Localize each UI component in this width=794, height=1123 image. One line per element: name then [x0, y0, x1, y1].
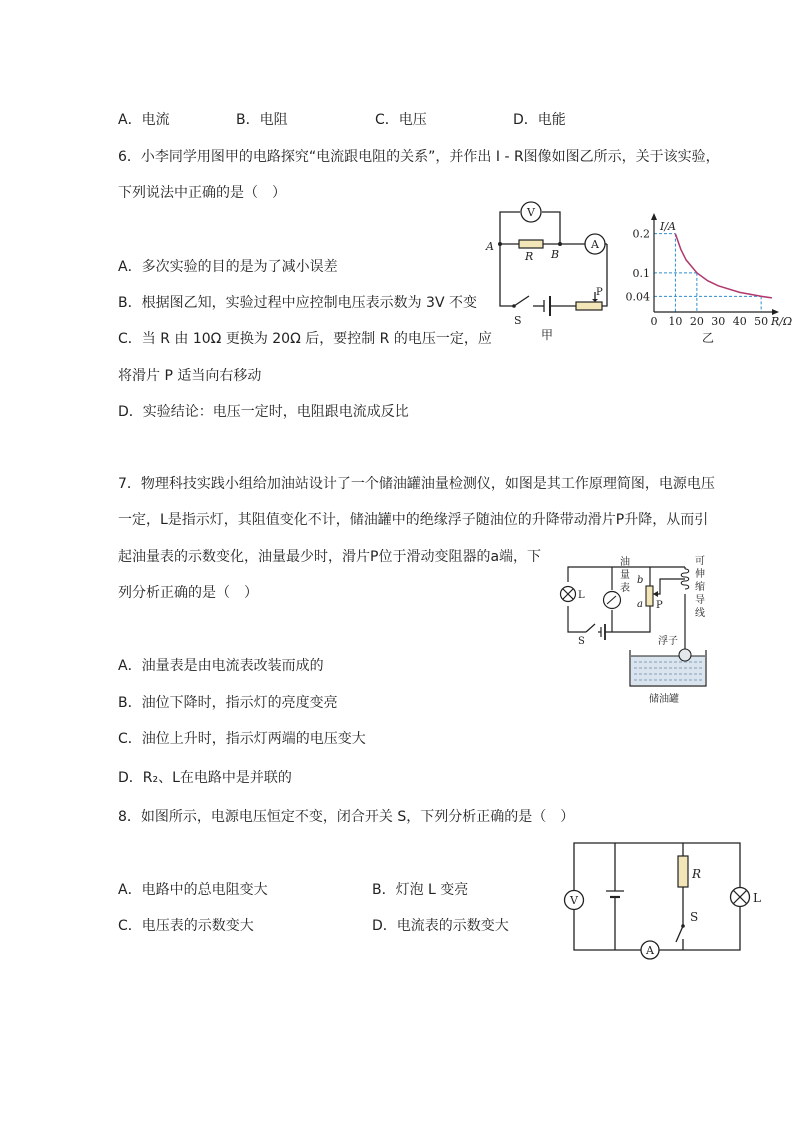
- q6-switch-contact-icon: [512, 304, 516, 308]
- q7-oil-surface-icon: [631, 656, 705, 685]
- q8-resistor-icon: [678, 856, 688, 887]
- q7-float-icon: [679, 649, 691, 661]
- q7-wire-label-1: 可: [695, 556, 705, 567]
- q6-rheostat-icon: [576, 302, 602, 310]
- q6-chart-xtick: 50: [754, 315, 769, 328]
- q6-circuit-diagram: [482, 196, 612, 346]
- q6-chart-ytick: 0.2: [632, 227, 650, 241]
- q7-switch-label: S: [578, 636, 585, 647]
- q6-stem-line1: 6．小李同学用图甲的电路探究“电流跟电阻的关系”，并作出 I - R图像如图乙所示，关于该实验，: [118, 149, 720, 165]
- q8-circuit-diagram: [558, 836, 768, 966]
- q6-circuit-caption: 甲: [541, 328, 554, 342]
- q8-ammeter-symbol: A: [646, 944, 654, 957]
- q6-chart-xtick: 0: [650, 315, 658, 328]
- q7-end-a-label: a: [637, 599, 643, 610]
- q6-ammeter-symbol: A: [591, 238, 599, 251]
- q8-resistor-label: R: [692, 867, 702, 881]
- q6-chart-xlabel: R/Ω: [771, 315, 793, 328]
- q7-rheostat-icon: [646, 586, 653, 606]
- q6-chart-xtick: 10: [668, 315, 683, 328]
- q7-stem-line4: 列分析正确的是（ ）: [118, 585, 258, 601]
- q6-point-a-label: A: [486, 240, 494, 253]
- q7-meter-label-3: 表: [620, 583, 630, 594]
- q7-end-b-label: b: [637, 575, 644, 586]
- q7-wire-label-5: 线: [695, 608, 705, 619]
- q7-option-c: C．油位上升时，指示灯两端的电压变大: [118, 731, 366, 747]
- q6-point-b-label: B: [551, 248, 560, 261]
- q6-voltmeter-symbol: V: [527, 206, 535, 219]
- q7-lamp-label: L: [578, 590, 585, 601]
- q7-wire-label-4: 导: [695, 595, 705, 606]
- q8-switch-contact-icon: [681, 924, 685, 928]
- q6-chart-caption: 乙: [702, 331, 715, 345]
- q8-switch-label: S: [690, 910, 699, 924]
- q6-option-b: B．根据图乙知，实验过程中应控制电压表示数为 3V 不变: [118, 295, 477, 311]
- q6-chart-xtick: 30: [711, 315, 726, 328]
- q7-oil-gauge-diagram: [548, 552, 714, 708]
- q6-node-a-icon: [498, 242, 502, 246]
- q6-option-a: A．多次实验的目的是为了减小误差: [118, 259, 338, 275]
- q6-chart-ytick: 0.04: [625, 290, 650, 304]
- q7-meter-label-2: 量: [620, 570, 630, 581]
- q6-slider-label: P: [596, 287, 603, 298]
- q7-float-label: 浮子: [658, 636, 678, 647]
- q8-option-b: B．灯泡 L 变亮: [372, 882, 469, 898]
- q5-option-d: D．电能: [513, 112, 566, 128]
- q6-chart-xtick: 40: [732, 315, 747, 328]
- q7-slider-label: P: [656, 600, 663, 611]
- q6-resistor-icon: [519, 240, 543, 248]
- q6-ir-chart: [620, 210, 794, 345]
- q8-stem: 8．如图所示，电源电压恒定不变，闭合开关 S，下列分析正确的是（ ）: [118, 809, 575, 825]
- q7-stem-line2: 一定，L是指示灯，其阻值变化不计，储油罐中的绝缘浮子随油位的升降带动滑片P升降，从而引: [118, 512, 709, 528]
- q7-wire-label-2: 伸: [695, 569, 705, 580]
- q5-option-a: A．电流: [118, 112, 170, 128]
- q7-wire-label-3: 缩: [695, 582, 705, 593]
- q7-stem-line1: 7．物理科技实践小组给加油站设计了一个储油罐油量检测仪，如图是其工作原理简图，电源电压: [118, 476, 715, 492]
- q6-chart-ytick: 0.1: [632, 266, 650, 280]
- q6-node-b-icon: [558, 242, 562, 246]
- q8-lamp-label: L: [753, 891, 761, 905]
- q8-voltmeter-symbol: V: [570, 894, 578, 907]
- q7-option-d: D．R₂、L在电路中是并联的: [118, 770, 292, 786]
- q6-option-c: C．当 R 由 10Ω 更换为 20Ω 后，要控制 R 的电压一定，应: [118, 331, 492, 347]
- q6-chart-curve: [675, 234, 772, 298]
- q8-option-d: D．电流表的示数变大: [372, 918, 509, 934]
- q8-option-a: A．电路中的总电阻变大: [118, 882, 268, 898]
- q7-option-a: A．油量表是由电流表改装而成的: [118, 658, 324, 674]
- q5-option-b: B．电阻: [236, 112, 288, 128]
- q7-stem-line3: 起油量表的示数变化，油量最少时，滑片P位于滑动变阻器的a端，下: [118, 549, 542, 565]
- q6-resistor-label: R: [525, 250, 534, 263]
- q7-tank-label: 储油罐: [649, 694, 679, 705]
- q5-option-c: C．电压: [375, 112, 427, 128]
- q6-chart-xtick: 20: [689, 315, 704, 328]
- q6-option-c-cont: 将滑片 P 适当向右移动: [118, 368, 262, 384]
- q6-stem-line2: 下列说法中正确的是（ ）: [118, 185, 286, 201]
- q8-option-c: C．电压表的示数变大: [118, 918, 254, 934]
- q7-meter-label-1: 油: [620, 557, 630, 568]
- q6-chart-y-arrow-icon: [651, 213, 657, 220]
- q7-option-b: B．油位下降时，指示灯的亮度变亮: [118, 695, 338, 711]
- q7-slider-arrow-icon: [653, 591, 658, 597]
- q6-chart-ylabel: I/A: [660, 220, 676, 233]
- q6-option-d: D．实验结论：电压一定时，电阻跟电流成反比: [118, 404, 409, 420]
- q6-switch-label: S: [514, 314, 522, 327]
